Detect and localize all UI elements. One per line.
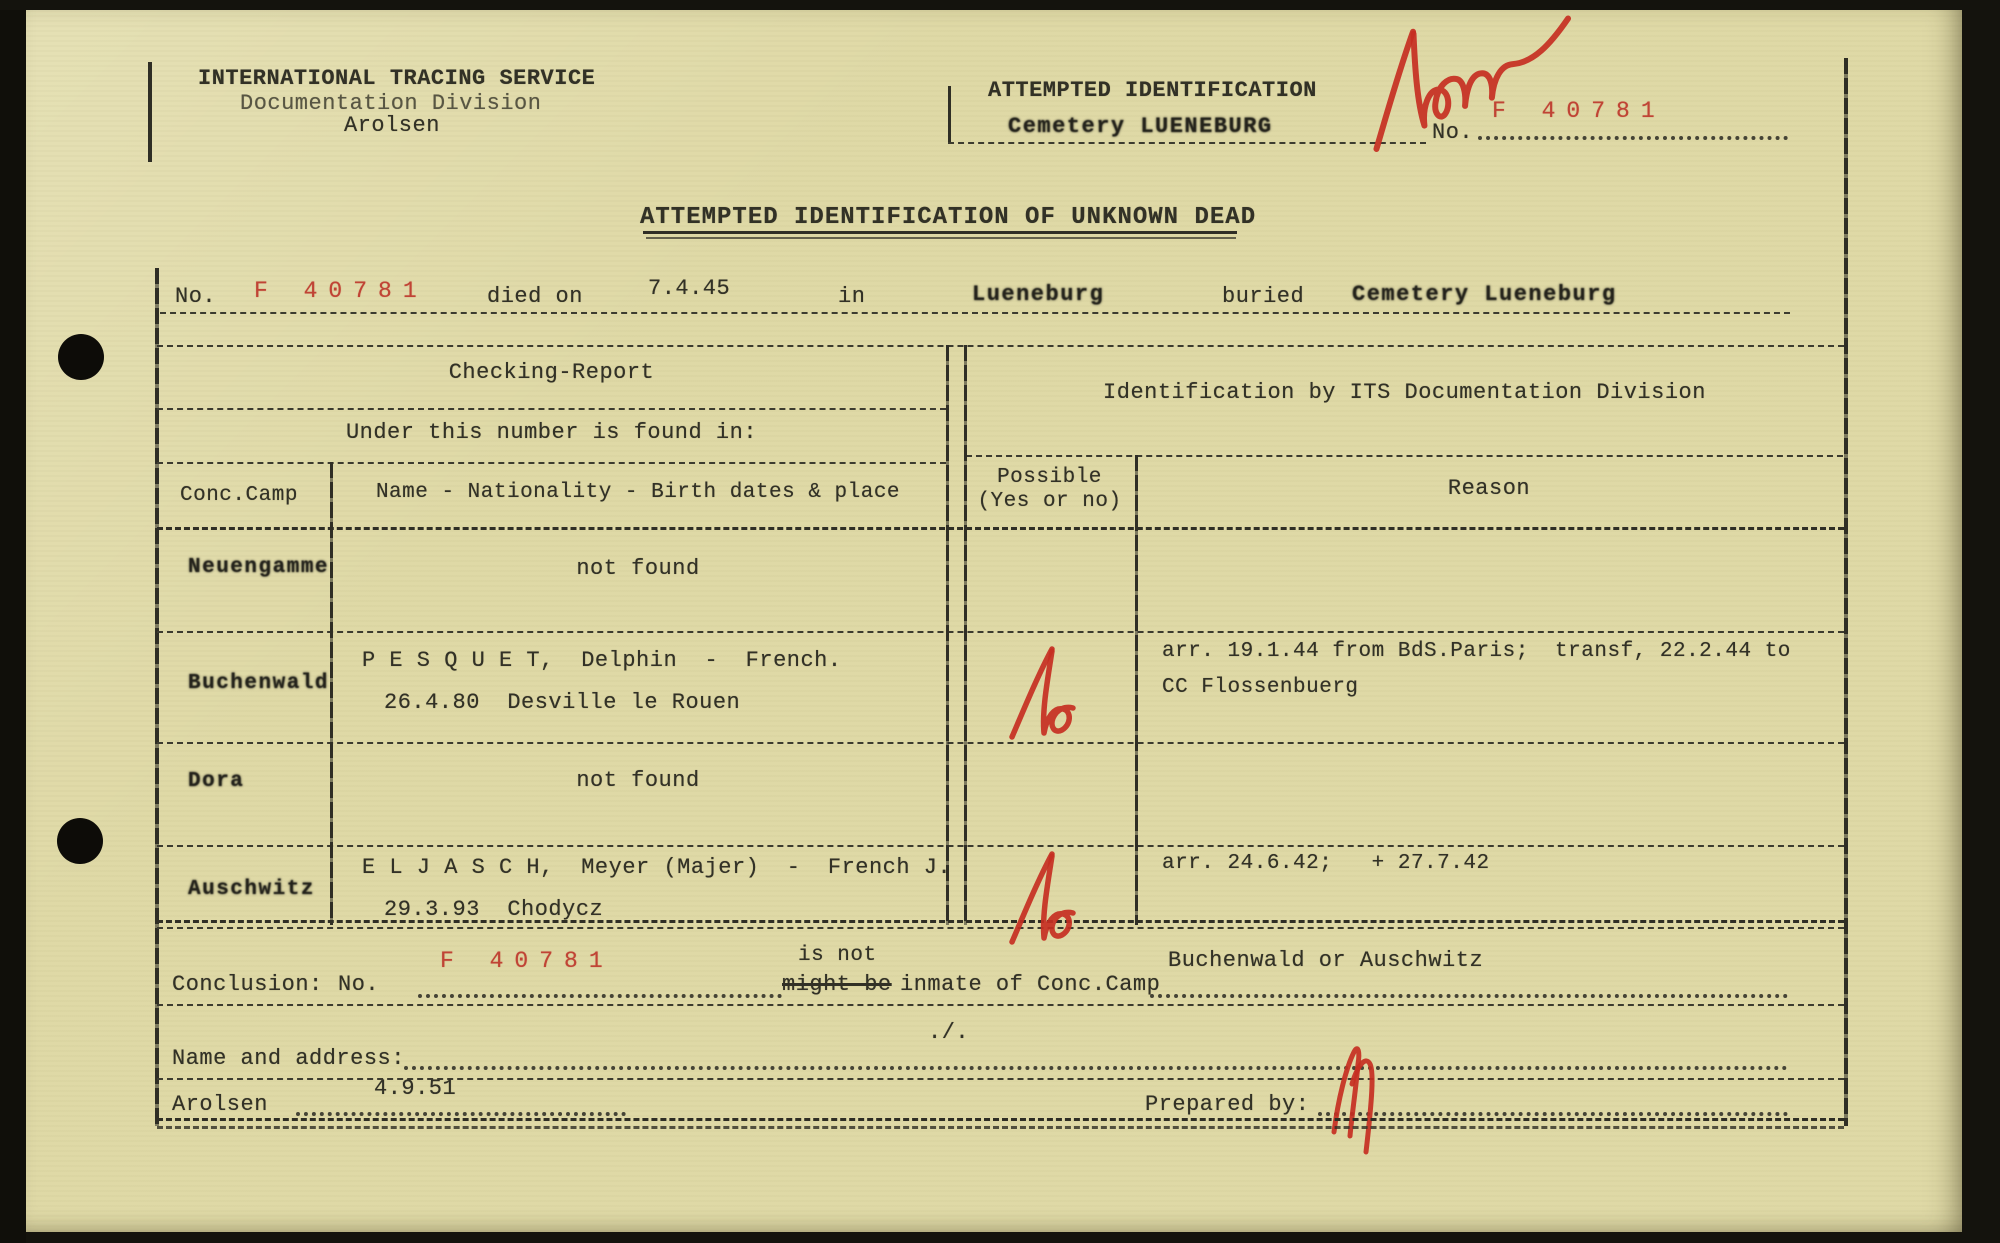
top-right-rule — [948, 142, 1426, 144]
camp-stamp-auschwitz: Auschwitz — [188, 878, 315, 901]
conclusion-dotted-leader-1 — [418, 994, 782, 998]
prepared-by-label: Prepared by: — [1145, 1092, 1310, 1117]
conclusion-camps: Buchenwald or Auschwitz — [1168, 948, 1484, 973]
hole-punch-top — [58, 334, 104, 380]
buchenwald-name-line1: P E S Q U E T, Delphin - French. — [362, 648, 842, 673]
letterhead-line2: Documentation Division — [240, 91, 542, 116]
title-underline-2 — [646, 237, 1236, 239]
form-border-right — [1844, 58, 1848, 1126]
possible-column-divider — [1135, 455, 1138, 925]
burial-place-stamp: Cemetery Lueneburg — [1352, 282, 1617, 307]
camp-column-header: Conc.Camp — [180, 484, 298, 507]
row1-rule — [157, 631, 1844, 633]
handwritten-signature-initial — [1322, 1044, 1392, 1154]
table-center-divider-left — [946, 345, 949, 925]
row3-rule — [157, 845, 1844, 847]
top-right-dotted-leader — [1478, 136, 1788, 140]
reason-column-header: Reason — [1447, 476, 1531, 501]
letterhead-line3: Arolsen — [344, 113, 440, 138]
table-center-divider-right — [964, 345, 967, 925]
death-place-stamp: Lueneburg — [972, 282, 1105, 307]
scan-edge-left — [0, 0, 26, 1243]
top-right-case-number: F 40781 — [1492, 98, 1666, 124]
handwritten-no-auschwitz — [1002, 850, 1092, 950]
identification-rule — [966, 455, 1843, 457]
auschwitz-name-line2: 29.3.93 Chodycz — [384, 897, 604, 922]
conclusion-no-label: No. — [338, 972, 380, 997]
result-dora: not found — [576, 768, 700, 793]
case-line-rule — [160, 312, 1790, 314]
possible-header-line1: Possible — [997, 466, 1102, 489]
handwritten-no-buchenwald — [1002, 645, 1092, 745]
conclusion-inserted-text: is not — [798, 944, 877, 967]
identification-header: Identification by ITS Documentation Division — [1103, 380, 1706, 405]
under-number-header: Under this number is found in: — [345, 420, 758, 445]
conclusion-case-number: F 40781 — [440, 948, 614, 974]
conclusion-dotted-leader-2 — [1150, 994, 1788, 998]
buchenwald-name-line2: 26.4.80 Desville le Rouen — [384, 690, 741, 715]
header-bottom-rule — [157, 527, 1844, 530]
bottom-border-2 — [157, 1126, 1844, 1129]
buchenwald-reason-line1: arr. 19.1.44 from BdS.Paris; transf, 22.2.44 to — [1162, 640, 1791, 663]
table-top-rule — [157, 345, 1844, 347]
prepared-date: 4.9.51 — [374, 1076, 457, 1101]
hole-punch-bottom — [57, 818, 103, 864]
title-underline-1 — [643, 231, 1237, 234]
top-right-margin-line — [948, 86, 951, 144]
name-column-header: Name - Nationality - Birth dates & place — [375, 481, 901, 504]
conclusion-struck-text: might be — [782, 972, 892, 997]
place-label: Arolsen — [172, 1092, 268, 1117]
scan-edge-top — [0, 0, 2000, 10]
date-dotted-leader — [296, 1112, 626, 1116]
attempted-identification-heading: ATTEMPTED IDENTIFICATION — [988, 78, 1317, 103]
checking-report-rule — [157, 408, 946, 410]
page-title: ATTEMPTED IDENTIFICATION OF UNKNOWN DEAD — [640, 204, 1257, 231]
camp-stamp-neuengamme: Neuengamme — [188, 556, 330, 579]
death-date: 7.4.45 — [648, 276, 731, 301]
conclusion-rule — [157, 1004, 1844, 1006]
conclusion-label: Conclusion: — [172, 972, 323, 997]
auschwitz-reason-line1: arr. 24.6.42; + 27.7.42 — [1162, 852, 1490, 875]
camp-column-divider — [330, 462, 333, 925]
camp-stamp-buchenwald: Buchenwald — [188, 672, 330, 695]
buried-label: buried — [1222, 284, 1305, 309]
conclusion-inmate-text: inmate of Conc.Camp — [900, 972, 1161, 997]
bottom-border-1 — [157, 1118, 1844, 1121]
case-no-label: No. — [175, 284, 217, 309]
form-border-left — [155, 268, 159, 1126]
possible-header-line2: (Yes or no) — [977, 490, 1122, 513]
result-neuengamme: not found — [576, 556, 700, 581]
cemetery-stamp: Cemetery LUENEBURG — [1008, 114, 1273, 139]
camp-stamp-dora: Dora — [188, 770, 245, 793]
auschwitz-name-line1: E L J A S C H, Meyer (Majer) - French J. — [362, 855, 952, 880]
died-on-label: died on — [487, 284, 583, 309]
name-address-dotted-leader — [404, 1066, 1788, 1070]
checking-report-header: Checking-Report — [448, 360, 655, 385]
buchenwald-reason-line2: CC Flossenbuerg — [1162, 676, 1359, 699]
row2-rule — [157, 742, 1844, 744]
letterhead-line1: INTERNATIONAL TRACING SERVICE — [198, 66, 596, 91]
name-address-label: Name and address: — [172, 1046, 405, 1071]
top-right-no-label: No. — [1432, 120, 1474, 145]
letterhead-margin-line — [148, 62, 152, 162]
in-label: in — [838, 284, 866, 309]
table-bottom-rule-2 — [157, 927, 1844, 929]
separator-mark: ./. — [928, 1020, 970, 1045]
case-number: F 40781 — [254, 278, 428, 304]
under-number-rule — [157, 462, 946, 464]
